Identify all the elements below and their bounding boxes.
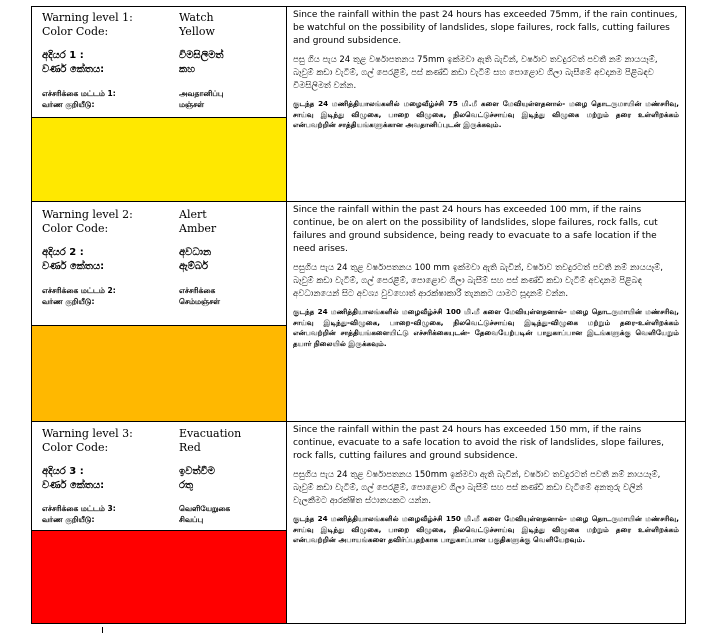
level-1-si-level: අදියර 1 : <box>42 50 84 61</box>
level-2-en-level: Warning level 2: <box>42 208 133 221</box>
level-1-description-si: පසු ගිය පැය 24 තුළ වර්ෂාපතනය 75mm ඉක්මවා ඇති බැවින්, වර්ෂාව තවදුරටත් පවතී නම් නායයෑම්, බෑවුම් කඩා වැටීම්, ගල් පෙරළීම්, පස් කණ්ඩි කඩා වැටීම් සහ පොළොව ගිලා බැසීමේ අවදානම පිළිබඳව විමසිලිමත් වන්න. <box>293 55 658 91</box>
level-3-si-color-label: වර්ණ කේතය: <box>42 480 105 491</box>
level-3-en-color: Red <box>179 441 201 454</box>
level-3-ta-level: எச்சரிக்கை மட்டம் 3: <box>42 504 116 513</box>
level-2-ta-level: எச்சரிக்கை மட்டம் 2: <box>42 286 116 295</box>
level-1-en-color: Yellow <box>179 25 215 38</box>
level-2-si-level: අදියර 2 : <box>42 247 84 258</box>
level-1-ta-level: எச்சரிக்கை மட்டம் 1: <box>42 89 116 98</box>
level-3-description-si: පසුගිය පැය 24 තුළ වර්ෂාපතනය 150mm ඉක්මවා ඇති බැවින්, වර්ෂාව තවදුරටත් පවතී නම් නායයෑම්, බෑවුම් කඩා වැටීම්, ගල් පෙරළීම්, පොළොව ගිලා බැසීම් සහ පස් කණ්ඩි කඩා වැටීමේ අනතුරු වලින් වැලකීමට ආරක්ෂිත ස්ථානයකට යන්න. <box>293 470 661 506</box>
page-edge-mark <box>102 627 103 633</box>
level-2-description-en: Since the rainfall within the past 24 hours has exceeded 100 mm, if the rains continue, be on alert on the possibility of landslides, slope failures, rock falls, cut failures and ground subsidence, being ready to evacuate to a safe location if the need arises. <box>293 205 658 254</box>
level-3-description-ta: குடந்த 24 மணித்தியாலங்களில் மழைவீழ்ச்சி 150 மி.மீ களை மேவியுள்ளதனால்- மழை தொடருமாயின் மண்சரிவு, சாய்வு இடிந்து விழுகை, பாறை விழுகை, நிலவெட்டுச்சாய்வு இடிந்து விழுகை மற்றும் தரை உள்ளிறக்கம் என்பவற்றின் அபாயங்களை தவிர்ப்பதற்காக பாதுகாப்பான பகுதிகளுக்கு வெளியேறவும். <box>293 514 679 544</box>
level-2-ta-color: செம்மஞ்சள் <box>179 297 221 306</box>
level-2-ta-status: எச்சரிக்கை <box>179 286 216 295</box>
level-2-si-status: අවධාන <box>179 247 212 258</box>
level-2-description-ta: குடந்த 24 மணித்தியாலங்களில் மழைவீழ்ச்சி 100 மி.மீ களை மேவியுள்ளதனால்- மழை தொடருமாயின் மண்சரிவு, சாய்வு இடிந்து-விழுகை, பாறை-விழுகை, நிலவெட்டுச்சாய்வு இடிந்து-விழுகை மற்றும் தரை-உள்ளிறக்கம் என்பவற்றின் சாத்தியங்களையிட்டு எச்சரிக்கையுடன்- தேவையேற்படின் பாதுகாப்பான இடங்களுக்கு வெளியேறும் தயார் நிலையில் இருக்கவும். <box>293 307 679 348</box>
level-3-swatch-cell <box>32 531 287 624</box>
level-1-ta-color-label: வர்ண குறியீடு: <box>42 100 95 109</box>
level-1-si-color-label: වර්ණ කේතය: <box>42 64 105 75</box>
level-2-si-color: ඇම්බර් <box>179 261 209 272</box>
level-3-si-color: රතු <box>179 480 194 491</box>
level-3-ta-color-label: வர்ண குறியீடு: <box>42 515 95 524</box>
level-3-color-swatch <box>32 531 286 623</box>
level-3-si-level: අදියර 3 : <box>42 466 84 477</box>
level-1-si-status: විමසිලිමත් <box>179 50 224 61</box>
level-1-description-ta: குடந்த 24 மணித்தியாலங்களில் மழைவீழ்ச்சி 75 மி.மீ களை மேவியுள்ளதனால்- மழை தொடருமாயின் மண்சரிவு, சாய்வு இடிந்து விழுகை, பாறை விழுகை, நிலவெட்டுச்சாய்வு இடிந்து விழுகை மற்றும் தரை உள்ளிறக்கம் என்பவற்றின் சாத்தியங்களுக்கான அவதானிப்புடன் இருக்கவும். <box>293 99 679 129</box>
level-1-en-color-label: Color Code: <box>42 25 109 38</box>
level-1-color-swatch <box>32 118 286 201</box>
level-1-en-level: Warning level 1: <box>42 11 133 24</box>
level-3-ta-color: சிவப்பு <box>179 515 204 524</box>
level-2-description-si: පසුගිය පැය 24 තුළ වර්ෂාපතනය 100 mm ඉක්මවා ඇති බැවින්, වර්ෂාව තවදුරටත් පවතී නම් නායයෑම්, බෑවුම් කඩා වැටීම්, ගල් පෙරළීම්, පොළොව ගිලා බැසීම් සහ පස් කණ්ඩි කඩා වැටීම් අවදානම පිළිබඳ අවධානයෙන් සිට අවශ්‍ය වුවහොත් ආරක්ෂාකාරී තැනකට යාමට සූදානම් වන්න. <box>293 263 663 299</box>
level-1-si-color: කහ <box>179 64 195 75</box>
level-2-en-color-label: Color Code: <box>42 222 109 235</box>
level-2-header-row <box>32 202 686 326</box>
level-1-label-cell <box>32 7 287 118</box>
level-3-description-cell <box>287 422 686 624</box>
level-2-color-swatch <box>32 326 286 421</box>
level-2-en-color: Amber <box>179 222 217 235</box>
level-2-description-cell <box>287 202 686 422</box>
level-2-swatch-cell <box>32 326 287 422</box>
level-2-si-color-label: වර්ණ කේතය: <box>42 261 105 272</box>
level-1-header-row <box>32 7 686 118</box>
level-2-label-cell <box>32 202 287 326</box>
level-3-ta-status: வெளியேறுகை <box>179 504 231 513</box>
level-3-en-status: Evacuation <box>179 427 242 440</box>
level-3-header-row <box>32 422 686 531</box>
level-1-ta-color: மஞ்சள் <box>179 100 205 109</box>
level-3-en-level: Warning level 3: <box>42 427 133 440</box>
level-1-description-cell <box>287 7 686 202</box>
level-3-label-cell <box>32 422 287 531</box>
level-1-en-status: Watch <box>179 11 214 24</box>
level-2-en-status: Alert <box>179 208 207 221</box>
level-3-en-color-label: Color Code: <box>42 441 109 454</box>
level-2-ta-color-label: வர்ண குறியீடு: <box>42 297 95 306</box>
level-3-description-en: Since the rainfall within the past 24 hours has exceeded 150 mm, if the rains continue, evacuate to a safe location to avoid the risk of landslides, slope failures, rock falls, cutting failures and ground subsidence. <box>293 425 664 461</box>
level-1-description-en: Since the rainfall within the past 24 hours has exceeded 75mm, if the rain continues, be watchful on the possibility of landslides, slope failures, rock falls, cutting failures and ground subsidence. <box>293 10 678 46</box>
warning-levels-table <box>31 6 686 624</box>
level-1-ta-status: அவதானிப்பு <box>179 89 224 98</box>
level-1-swatch-cell <box>32 118 287 202</box>
level-3-si-status: ඉවත්වීම <box>179 466 215 477</box>
